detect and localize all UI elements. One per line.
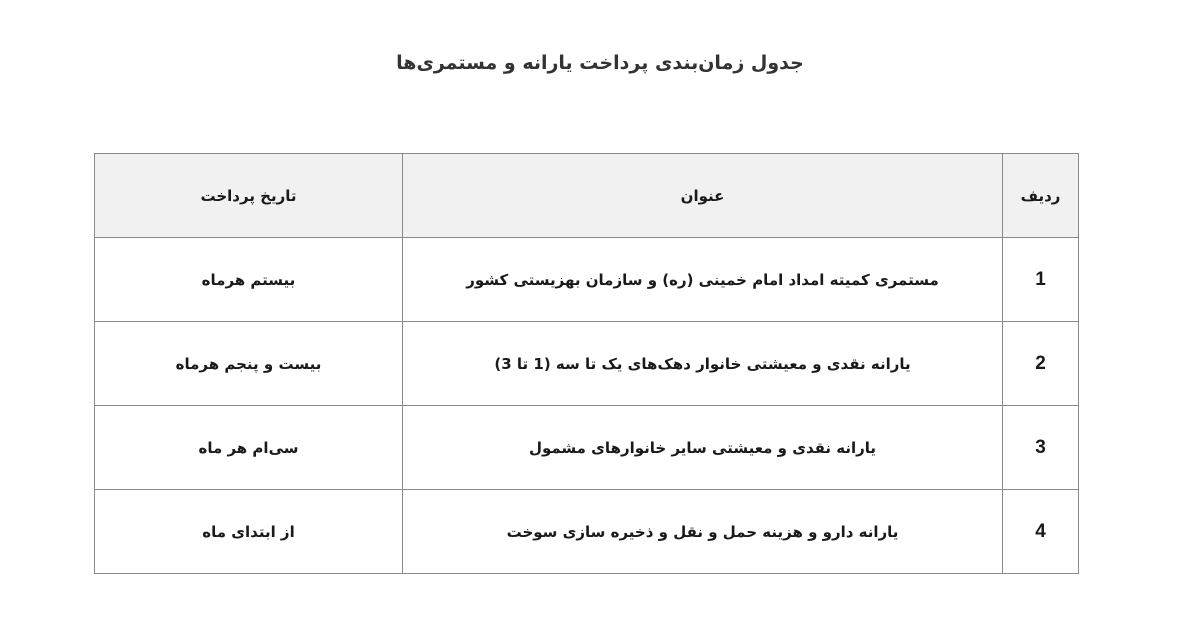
row-payment-date: بیست و پنجم هرماه [95, 322, 403, 406]
payment-schedule-table [94, 153, 1079, 574]
row-title: مستمری کمیته امداد امام خمینی (ره) و سازمان بهزیستی کشور [403, 238, 1003, 322]
row-payment-date: از ابتدای ماه [95, 490, 403, 574]
page-title: جدول زمان‌بندی پرداخت یارانه و مستمری‌ها [396, 52, 804, 74]
row-number: 4 [1003, 490, 1079, 574]
row-payment-date: بیستم هرماه [95, 238, 403, 322]
row-title: یارانه نقدی و معیشتی خانوار دهک‌های یک تا سه (1 تا 3) [403, 322, 1003, 406]
row-number: 3 [1003, 406, 1079, 490]
header-payment-date: تاریخ پرداخت [95, 154, 403, 238]
table-header-row [95, 154, 1079, 238]
row-number: 1 [1003, 238, 1079, 322]
row-title: یارانه دارو و هزینه حمل و نقل و ذخیره سازی سوخت [403, 490, 1003, 574]
table-row [95, 406, 1079, 490]
table-row [95, 322, 1079, 406]
row-title: یارانه نقدی و معیشتی سایر خانوارهای مشمول [403, 406, 1003, 490]
header-row-number: ردیف [1003, 154, 1079, 238]
header-title: عنوان [403, 154, 1003, 238]
table-row [95, 490, 1079, 574]
table-row [95, 238, 1079, 322]
row-number: 2 [1003, 322, 1079, 406]
row-payment-date: سی‌ام هر ماه [95, 406, 403, 490]
